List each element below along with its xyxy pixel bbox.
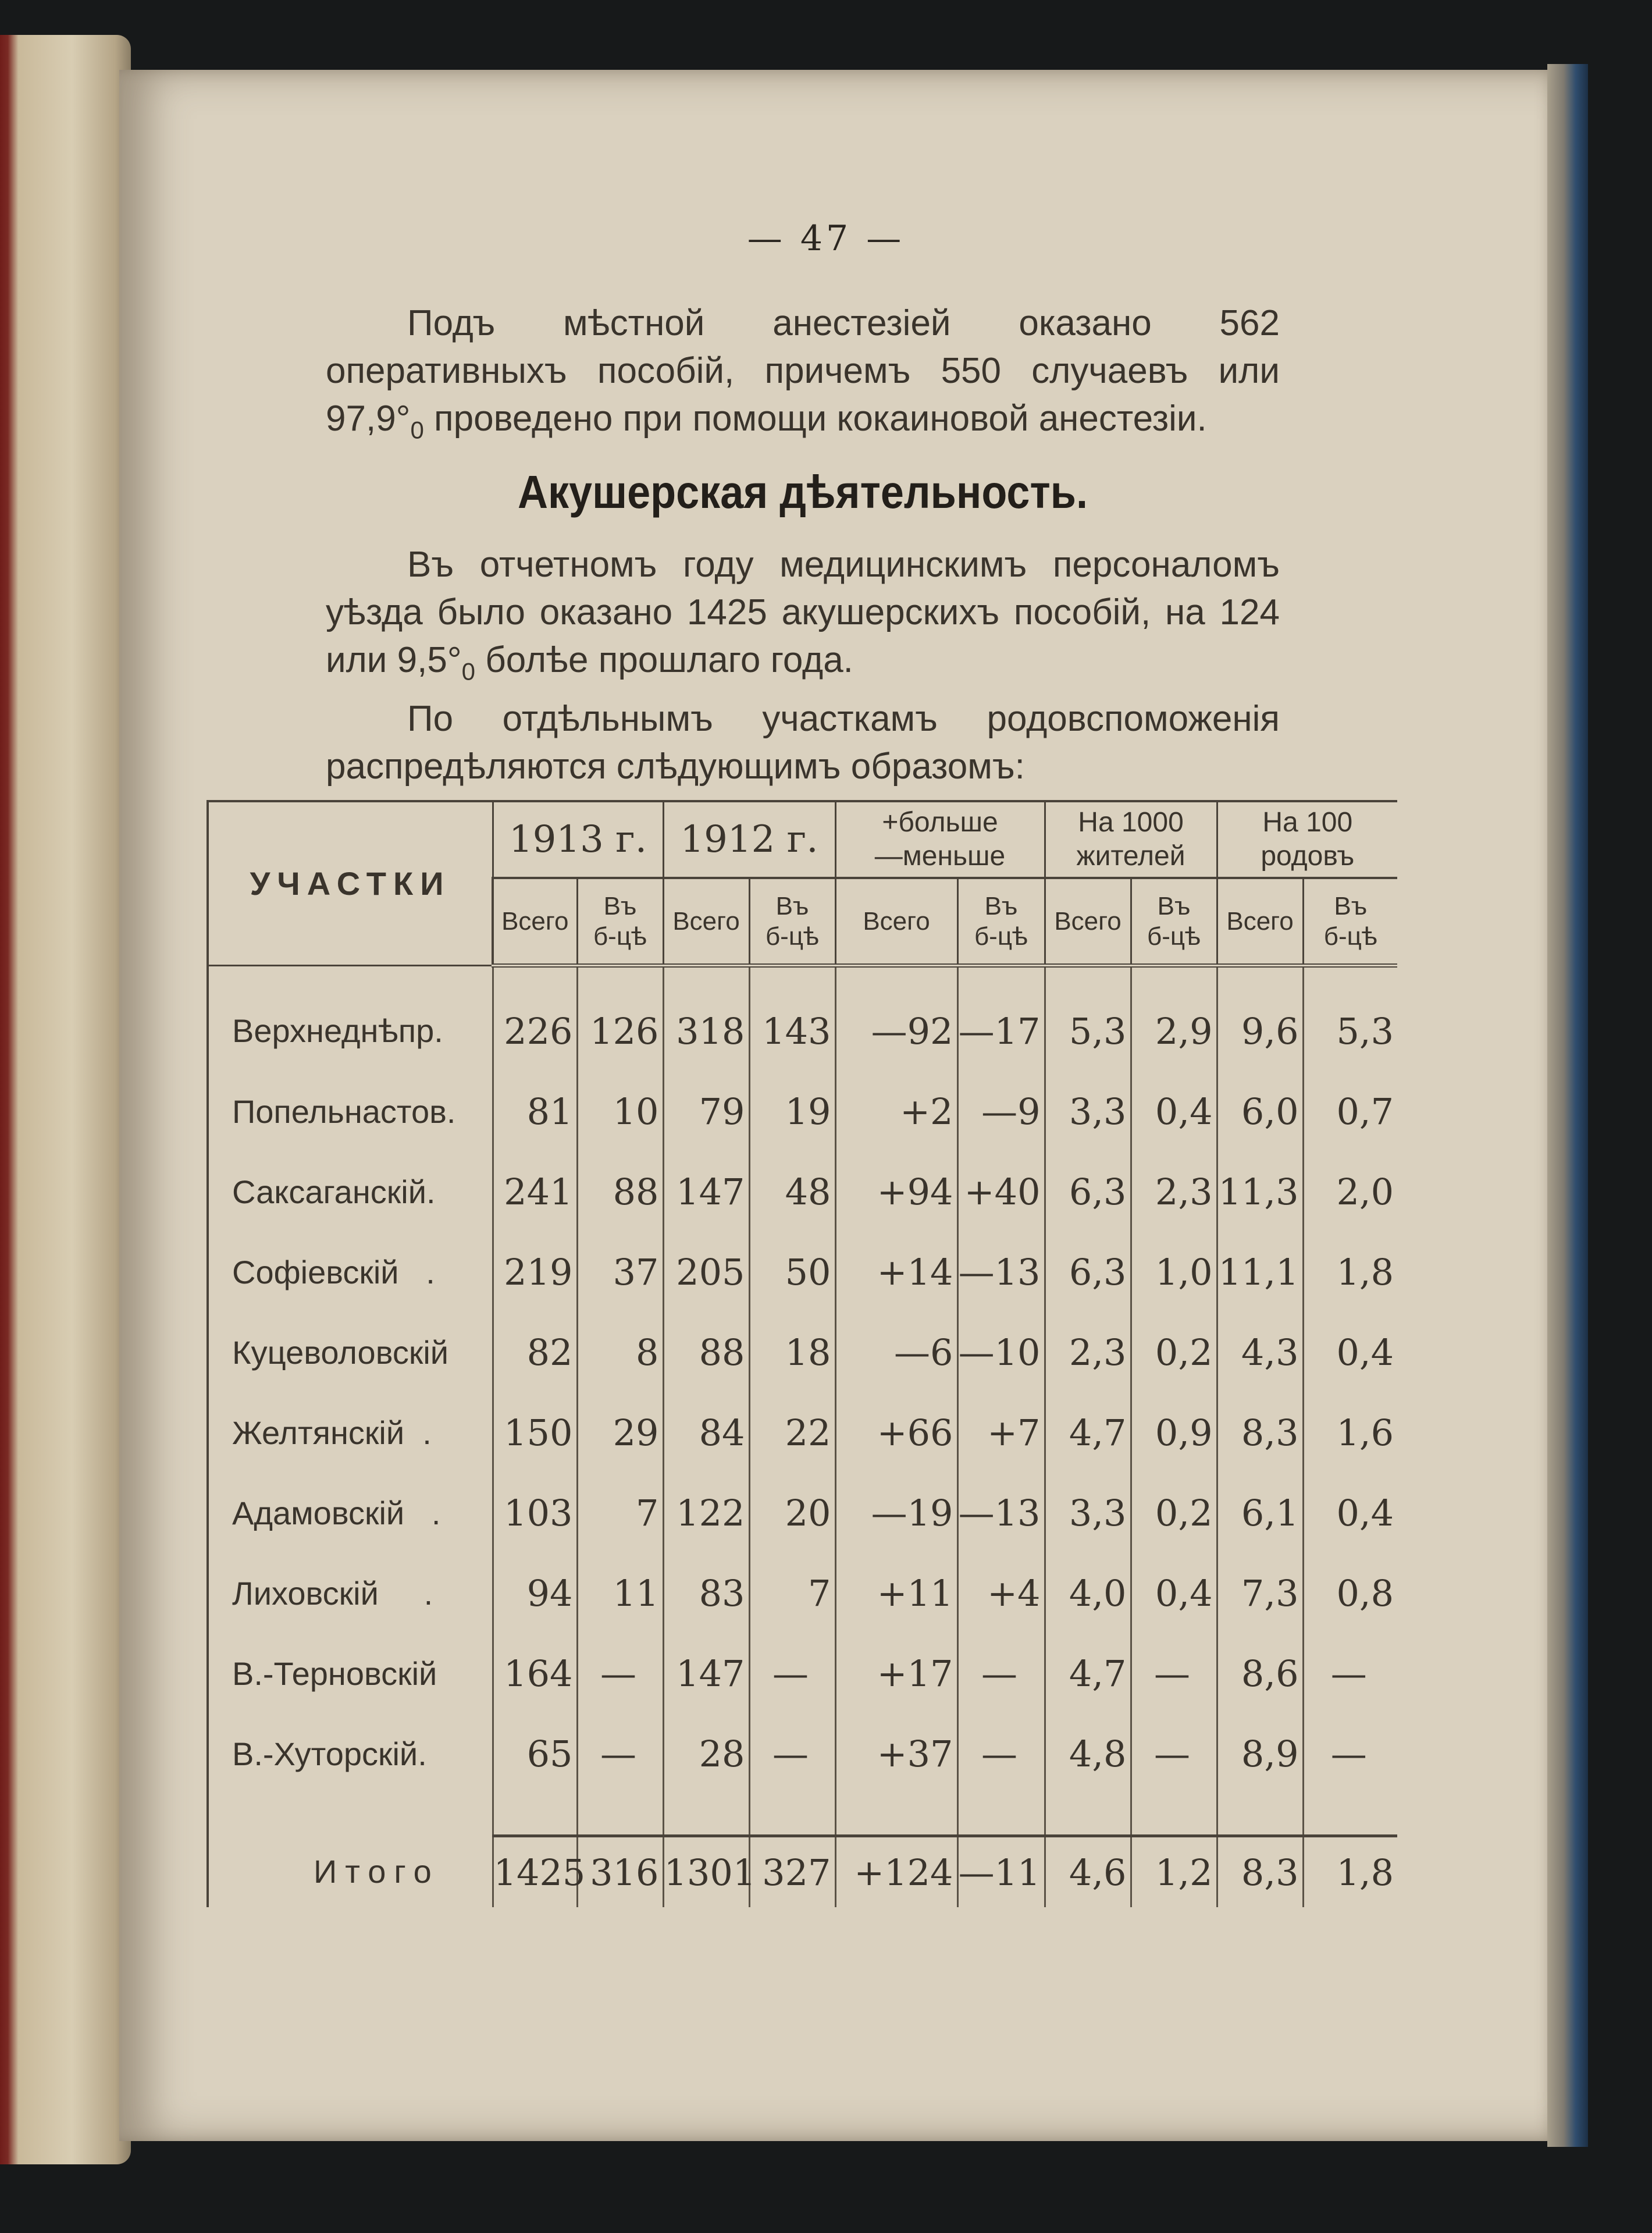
percent-subscript: 0 (410, 416, 424, 444)
table-cell: 4,8 (1045, 1713, 1131, 1794)
subheader-hospital: Въ б-цѣ (1303, 878, 1397, 966)
spacer-cell (835, 1794, 957, 1836)
table-cell: 0,4 (1303, 1312, 1397, 1392)
table-cell: —13 (957, 1232, 1045, 1312)
subheader-total: Всего (663, 878, 749, 966)
total-label: Итого (208, 1836, 493, 1908)
district-name: В.-Терновскій (208, 1633, 493, 1713)
table-cell: — (577, 1713, 663, 1794)
subheader-hospital: Въ б-цѣ (957, 878, 1045, 966)
table-cell: 2,3 (1131, 1151, 1217, 1232)
table-cell: 6,3 (1045, 1151, 1131, 1232)
table-cell: 0,7 (1303, 1071, 1397, 1151)
total-row (208, 1836, 1397, 1908)
paragraph-anesthesia-text: Подъ мѣстной анестезіей оказано 562 оперативныхъ пособій, причемъ 550 случаевъ или 97,9° (326, 303, 1280, 439)
table-cell: —13 (957, 1473, 1045, 1553)
subheader-hospital: Въ б-цѣ (577, 878, 663, 966)
district-name: Верхнеднѣпр. (208, 966, 493, 1072)
subheader-total: Всего (1217, 878, 1303, 966)
subheader-total: Всего (835, 878, 957, 966)
table-cell: 1,6 (1303, 1392, 1397, 1473)
table-cell: 1,0 (1131, 1232, 1217, 1312)
table-cell: 6,3 (1045, 1232, 1131, 1312)
spacer-cell (1131, 1794, 1217, 1836)
subheader-total: Всего (493, 878, 577, 966)
total-cell: +124 (835, 1836, 957, 1908)
table-cell: 318 (663, 966, 749, 1072)
table-cell: 0,4 (1131, 1071, 1217, 1151)
spacer-cell (577, 1794, 663, 1836)
table-cell: 150 (493, 1392, 577, 1473)
table-cell: 8,6 (1217, 1633, 1303, 1713)
table-cell: 83 (663, 1553, 749, 1633)
book-cover-edge (1547, 64, 1588, 2147)
table-cell: 7 (749, 1553, 835, 1633)
table-cell: 9,6 (1217, 966, 1303, 1072)
spacer-cell (1303, 1794, 1397, 1836)
difference-header: +больше —меньше (835, 801, 1045, 878)
district-name: Саксаганскій. (208, 1151, 493, 1232)
table-row (208, 1633, 1397, 1713)
table-cell: 6,0 (1217, 1071, 1303, 1151)
table-cell: 241 (493, 1151, 577, 1232)
table-cell: —10 (957, 1312, 1045, 1392)
table-cell: 22 (749, 1392, 835, 1473)
paragraph-obstetric-total (326, 541, 1280, 695)
district-name: Лиховскій . (208, 1553, 493, 1633)
table-cell: 0,2 (1131, 1473, 1217, 1553)
table-cell: 11,3 (1217, 1151, 1303, 1232)
table-cell: 11,1 (1217, 1232, 1303, 1312)
table-cell: 205 (663, 1232, 749, 1312)
table-cell: 2,0 (1303, 1151, 1397, 1232)
table-cell: 10 (577, 1071, 663, 1151)
paragraph-distribution (326, 695, 1280, 791)
table-cell: 65 (493, 1713, 577, 1794)
left-page-edge (0, 35, 131, 2164)
table-cell: — (1131, 1633, 1217, 1713)
page-number: — 47 — (747, 218, 905, 259)
table-cell: 50 (749, 1232, 835, 1312)
spacer-cell (1217, 1794, 1303, 1836)
table-cell: 94 (493, 1553, 577, 1633)
subheader-hospital: Въ б-цѣ (1131, 878, 1217, 966)
table-cell: 1,8 (1303, 1232, 1397, 1312)
table-cell: 147 (663, 1633, 749, 1713)
table-cell: 4,7 (1045, 1633, 1131, 1713)
table-cell: 5,3 (1045, 966, 1131, 1072)
total-cell: 1,2 (1131, 1836, 1217, 1908)
table-cell: 79 (663, 1071, 749, 1151)
table-cell: 122 (663, 1473, 749, 1553)
per-1000-residents-header: На 1000 жителей (1045, 801, 1217, 878)
table-cell: +2 (835, 1071, 957, 1151)
percent-subscript: 0 (461, 657, 476, 685)
table-cell: 2,9 (1131, 966, 1217, 1072)
table-cell: — (957, 1633, 1045, 1713)
table-cell: 8 (577, 1312, 663, 1392)
table-cell: 84 (663, 1392, 749, 1473)
subheader-total: Всего (1045, 878, 1131, 966)
table-cell: — (1303, 1633, 1397, 1713)
table-cell: 29 (577, 1392, 663, 1473)
total-cell: 1,8 (1303, 1836, 1397, 1908)
districts-header: УЧАСТКИ (208, 801, 493, 966)
table-row (208, 1232, 1397, 1312)
table-cell: 7,3 (1217, 1553, 1303, 1633)
per-100-births-header: На 100 родовъ (1217, 801, 1397, 878)
table-cell: 82 (493, 1312, 577, 1392)
table-cell: 8,3 (1217, 1392, 1303, 1473)
table-cell: 0,4 (1131, 1553, 1217, 1633)
total-cell: 8,3 (1217, 1836, 1303, 1908)
year-1913-header: 1913 г. (493, 801, 663, 878)
table-cell: 88 (663, 1312, 749, 1392)
table-cell: 0,2 (1131, 1312, 1217, 1392)
table-cell: 4,3 (1217, 1312, 1303, 1392)
obstetric-table (206, 800, 1396, 1907)
table-row (208, 1071, 1397, 1151)
table-cell: 164 (493, 1633, 577, 1713)
table-cell: — (957, 1713, 1045, 1794)
table-row (208, 1392, 1397, 1473)
district-name: Софіевскій . (208, 1232, 493, 1312)
district-name: В.-Хуторскій. (208, 1713, 493, 1794)
table-cell: 37 (577, 1232, 663, 1312)
spacer-cell (208, 1794, 493, 1836)
total-cell: 327 (749, 1836, 835, 1908)
subheader-hospital: Въ б-цѣ (749, 878, 835, 966)
table-cell: 4,7 (1045, 1392, 1131, 1473)
table-cell: —6 (835, 1312, 957, 1392)
total-cell: —11 (957, 1836, 1045, 1908)
table-cell: +17 (835, 1633, 957, 1713)
table-cell: 0,4 (1303, 1473, 1397, 1553)
paragraph-distribution-text: По отдѣльнымъ участкамъ родовспоможенія распредѣляются слѣдующимъ образомъ: (326, 699, 1280, 787)
table-cell: —17 (957, 966, 1045, 1072)
table-cell: — (1131, 1713, 1217, 1794)
table-cell: 103 (493, 1473, 577, 1553)
spacer-cell (493, 1794, 577, 1836)
table-cell: — (1303, 1713, 1397, 1794)
table-cell: 3,3 (1045, 1071, 1131, 1151)
paragraph-anesthesia (326, 300, 1280, 454)
paragraph-anesthesia-end: проведено при помощи кокаиновой анестезіи. (423, 399, 1207, 439)
table-row (208, 1713, 1397, 1794)
table-cell: 5,3 (1303, 966, 1397, 1072)
district-name: Куцеволовскій (208, 1312, 493, 1392)
total-cell: 4,6 (1045, 1836, 1131, 1908)
total-cell: 316 (577, 1836, 663, 1908)
table-cell: +4 (957, 1553, 1045, 1633)
table-cell: +66 (835, 1392, 957, 1473)
table-row (208, 1312, 1397, 1392)
district-name: Попельнастов. (208, 1071, 493, 1151)
table-cell: +11 (835, 1553, 957, 1633)
table-cell: +40 (957, 1151, 1045, 1232)
table-row (208, 966, 1397, 1072)
table-cell: 88 (577, 1151, 663, 1232)
table-cell: 7 (577, 1473, 663, 1553)
table-cell: +94 (835, 1151, 957, 1232)
table-cell: 11 (577, 1553, 663, 1633)
table-cell: 20 (749, 1473, 835, 1553)
paragraph-obstetric-total-end: болѣе прошлаго года. (475, 640, 853, 680)
spacer-cell (749, 1794, 835, 1836)
table-cell: — (749, 1633, 835, 1713)
year-1912-header: 1912 г. (663, 801, 835, 878)
table-cell: —9 (957, 1071, 1045, 1151)
section-heading: Акушерская дѣятельность. (518, 466, 1088, 518)
table-spacer-row (208, 1794, 1397, 1836)
table-cell: 0,8 (1303, 1553, 1397, 1633)
district-name: Желтянскій . (208, 1392, 493, 1473)
table-cell: 4,0 (1045, 1553, 1131, 1633)
table-cell: 18 (749, 1312, 835, 1392)
table-row (208, 1473, 1397, 1553)
table-cell: —92 (835, 966, 957, 1072)
table-cell: +14 (835, 1232, 957, 1312)
table-cell: 0,9 (1131, 1392, 1217, 1473)
spacer-cell (1045, 1794, 1131, 1836)
table-cell: 19 (749, 1071, 835, 1151)
total-cell: 1425 (493, 1836, 577, 1908)
total-cell: 1301 (663, 1836, 749, 1908)
table-row (208, 1553, 1397, 1633)
table-cell: 81 (493, 1071, 577, 1151)
table-cell: 2,3 (1045, 1312, 1131, 1392)
table-cell: 126 (577, 966, 663, 1072)
table-cell: 6,1 (1217, 1473, 1303, 1553)
table-cell: —19 (835, 1473, 957, 1553)
paragraph-obstetric-total-text: Въ отчетномъ году медицинскимъ персоналомъ уѣзда было оказано 1425 акушерскихъ пособій, на 124 или 9,5° (326, 545, 1280, 680)
table-cell: 226 (493, 966, 577, 1072)
table-cell: 219 (493, 1232, 577, 1312)
spacer-cell (663, 1794, 749, 1836)
table-cell: — (749, 1713, 835, 1794)
table-cell: — (577, 1633, 663, 1713)
table-cell: 48 (749, 1151, 835, 1232)
table-cell: +7 (957, 1392, 1045, 1473)
table-cell: 147 (663, 1151, 749, 1232)
table-cell: +37 (835, 1713, 957, 1794)
table-cell: 3,3 (1045, 1473, 1131, 1553)
table-cell: 8,9 (1217, 1713, 1303, 1794)
district-name: Адамовскій . (208, 1473, 493, 1553)
table-row (208, 1151, 1397, 1232)
table-cell: 143 (749, 966, 835, 1072)
spacer-cell (957, 1794, 1045, 1836)
table-cell: 28 (663, 1713, 749, 1794)
